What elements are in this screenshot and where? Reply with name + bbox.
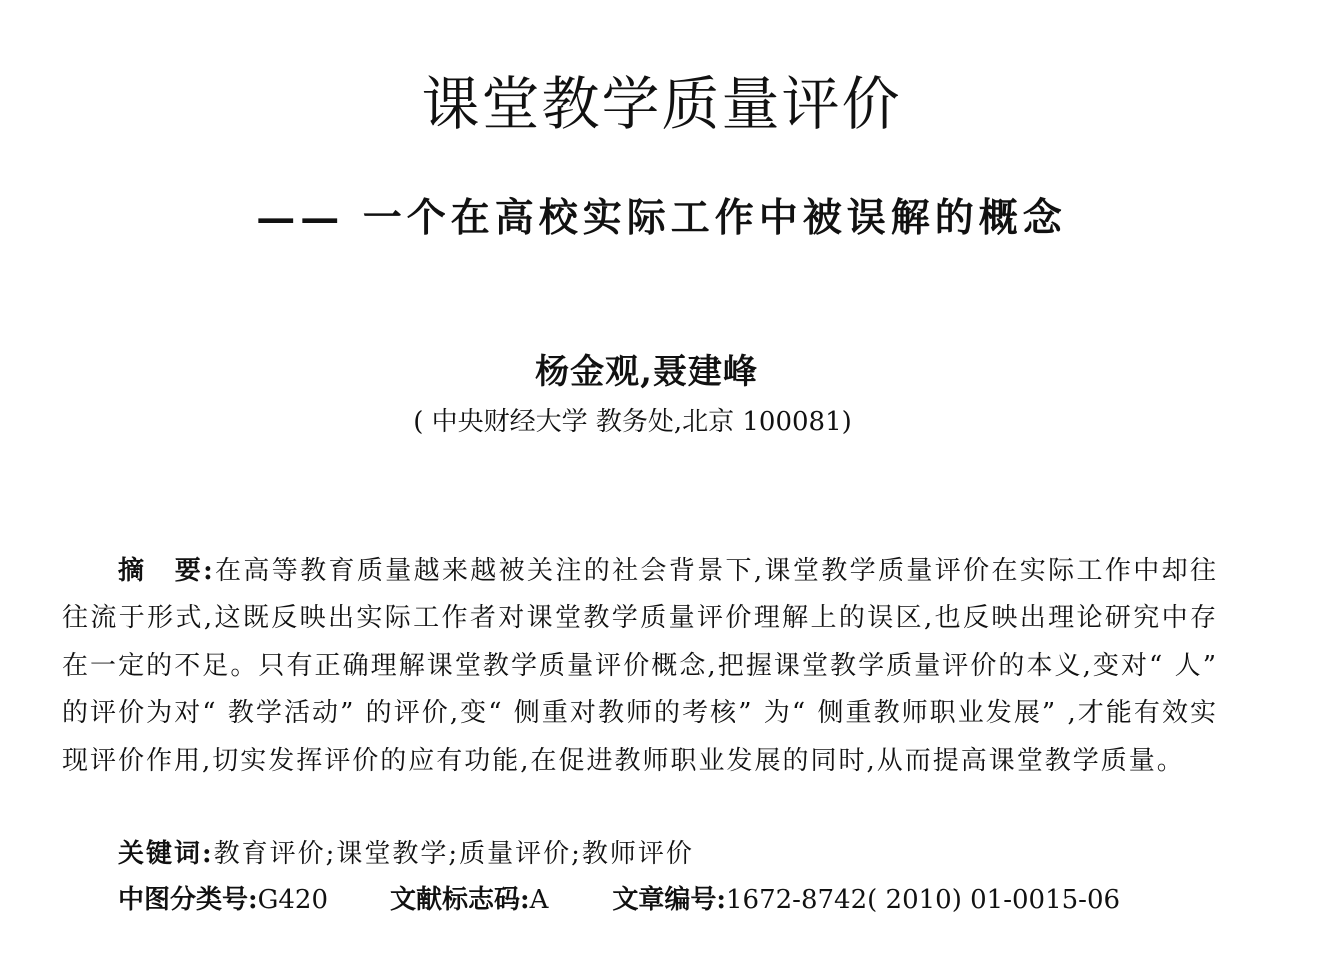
- paper-subtitle: —— 一个在高校实际工作中被误解的概念: [256, 195, 1067, 241]
- article-number-field: [612, 877, 1120, 924]
- article-number-label: 文章编号:: [612, 885, 727, 915]
- document-code-field: [390, 877, 548, 924]
- keywords-text: 教育评价;课堂教学;质量评价;教师评价: [213, 839, 694, 869]
- classification-line: [118, 877, 1120, 924]
- author-list: 杨金观,聂建峰: [535, 352, 758, 392]
- abstract-label: 摘 要:: [118, 556, 215, 586]
- author-affiliation: ( 中央财经大学 教务处,北京 100081): [413, 407, 852, 437]
- document-code-value: A: [529, 885, 549, 915]
- clc-field: [118, 877, 328, 924]
- clc-value: G420: [257, 885, 329, 915]
- abstract-text: 在高等教育质量越来越被关注的社会背景下,课堂教学质量评价在实际工作中却往往流于形式,这既反映出实际工作者对课堂教学质量评价理解上的误区,也反映出理论研究中存在一定的不足。只有正确理解课堂教学质量评价概念,把握课堂教学质量评价的本义,变对“ 人” 的评价为对“ 教学活动” 的评价,变“ 侧重对教师的考核” 为“ 侧重教师职业发展” ,才能有效实现评价作用,切实发挥评价的应有功能,在促进教师职业发展的同时,从而提高课堂教学质量。: [62, 556, 1218, 776]
- keywords-line: [118, 831, 694, 878]
- clc-label: 中图分类号:: [118, 885, 258, 915]
- keywords-label: 关键词:: [118, 839, 214, 869]
- abstract-paragraph: [62, 548, 1218, 785]
- paper-title: 课堂教学质量评价: [421, 70, 902, 138]
- document-code-label: 文献标志码:: [390, 885, 530, 915]
- article-number-value: 1672-8742( 2010) 01-0015-06: [726, 885, 1121, 915]
